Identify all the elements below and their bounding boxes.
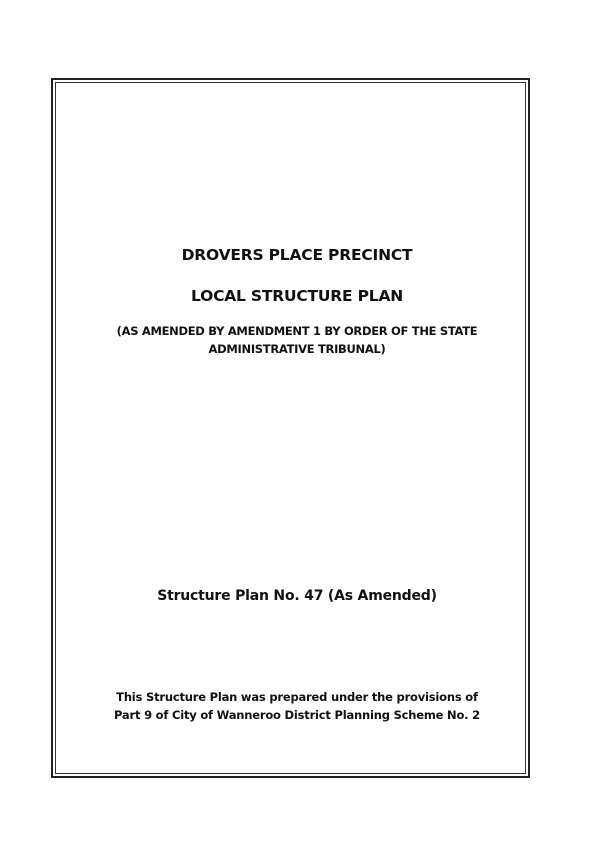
footer-provisions-line-1: This Structure Plan was prepared under the provisions of (116, 690, 478, 704)
footer-provisions-line-2: Part 9 of City of Wanneroo District Planning Scheme No. 2 (114, 708, 480, 722)
page-border-inner (55, 82, 526, 774)
amendment-note-line-1: (AS AMENDED BY AMENDMENT 1 BY ORDER OF THE STATE (116, 324, 478, 338)
document-subtitle: LOCAL STRUCTURE PLAN (190, 287, 404, 305)
document-title: DROVERS PLACE PRECINCT (181, 246, 413, 264)
structure-plan-number: Structure Plan No. 47 (As Amended) (157, 588, 437, 604)
amendment-note-line-2: ADMINISTRATIVE TRIBUNAL) (208, 342, 386, 356)
page-border (51, 78, 530, 778)
